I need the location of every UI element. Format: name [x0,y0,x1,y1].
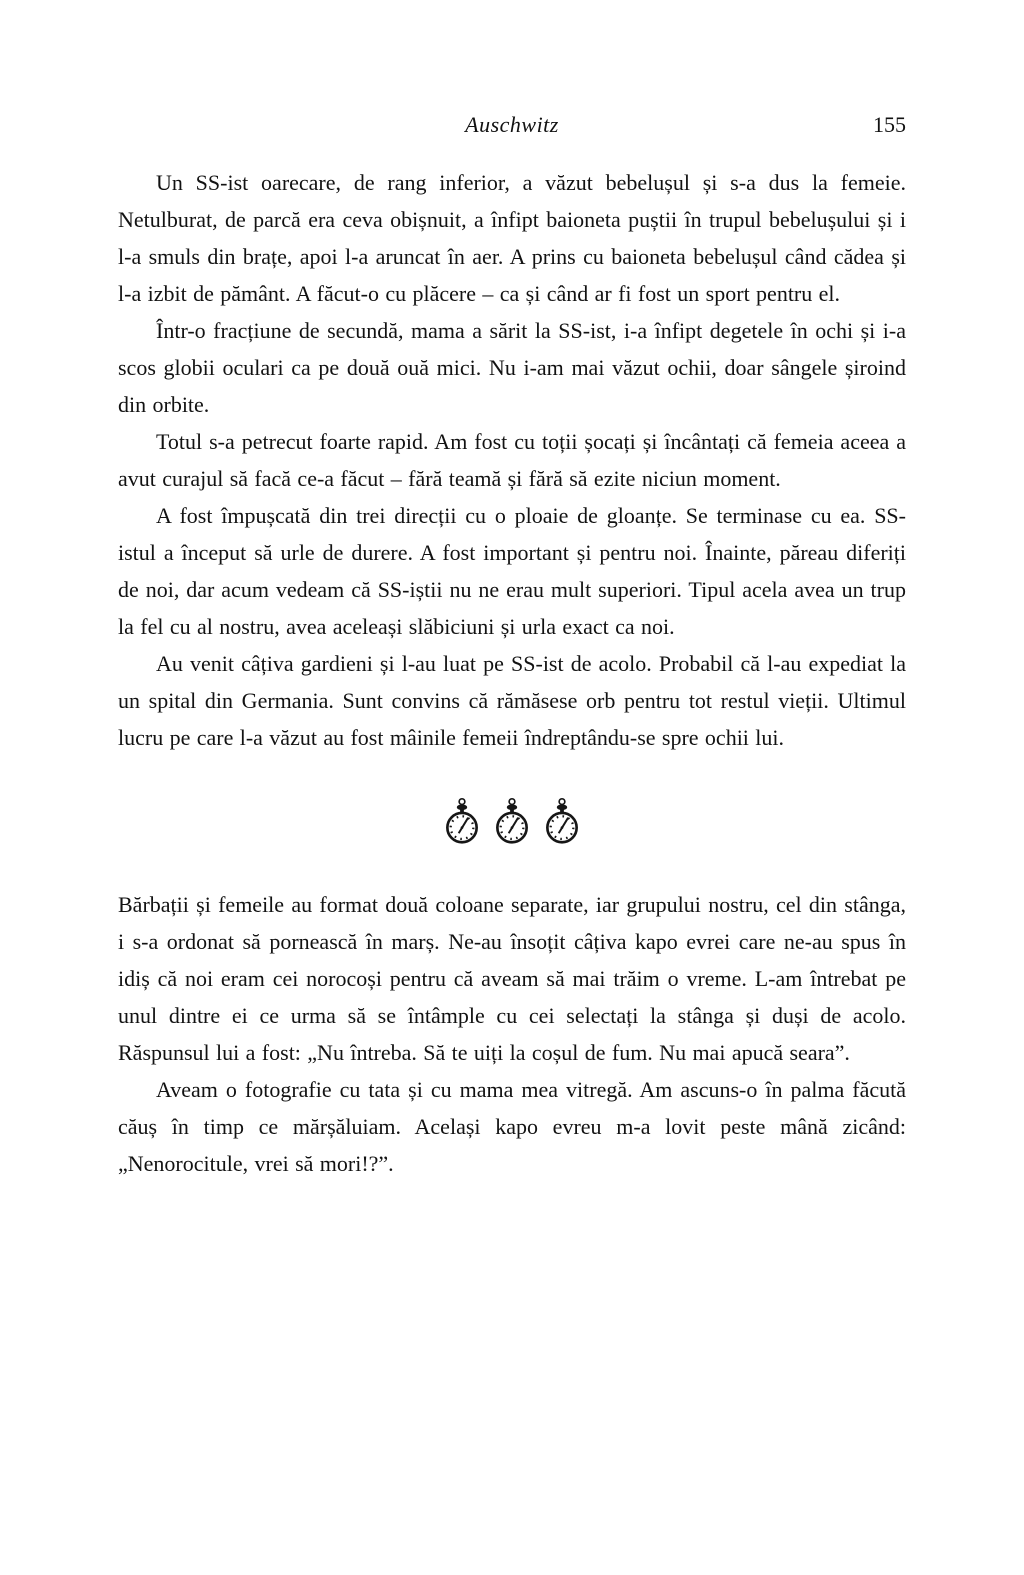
paragraph-3: Totul s-a petrecut foarte rapid. Am fost cu toții șocați și încântați că femeia aceea a avut curajul să facă ce-a făcut – fără teamă și fără să ezite niciun moment. [118,429,906,491]
page-number: 155 [873,112,906,137]
paragraph-6: Bărbații și femeile au format două coloane separate, iar grupului nostru, cel din stânga, i s-a ordonat să pornească în marș. Ne-au însoțit câțiva kapo evrei care ne-au spus în idiș că noi eram cei norocoși pentru că aveam să mai trăim o vreme. L-am întrebat pe unul dintre ei ce urma să se întâmple cu cei selectați la stânga și duși de acolo. Răspunsul lui a fost: „Nu întreba. Să te uiți la coșul de fum. Nu mai apucă seara”. [118,892,906,1065]
pocket-watch-icon [545,797,579,845]
pocket-watch-icon [495,797,529,845]
paragraph-1: Un SS-ist oarecare, de rang inferior, a văzut bebelușul și s-a dus la femeie. Netulburat, de parcă era ceva obișnuit, a înfipt baioneta puștii în trupul bebelușului și i l-a smuls din brațe, apoi l-a aruncat în aer. A prins cu baioneta bebelușul când cădea și l-a izbit de pământ. A făcut-o cu plăcere – ca și când ar fi fost un sport pentru el. [118,170,906,306]
paragraph-5: Au venit câțiva gardieni și l-au luat pe SS-ist de acolo. Probabil că l-au expediat la un spital din Germania. Sunt convins că rămăsese orb pentru tot restul vieții. Ultimul lucru pe care l-a văzut au fost mâinile femeii îndreptându-se spre ochii lui. [118,651,906,750]
paragraph-7: Aveam o fotografie cu tata și cu mama mea vitregă. Am ascuns-o în palma făcută căuș în timp ce mărșăluiam. Același kapo evreu m-a lovit peste mână zicând: „Nenorocitule, vrei să mori!?”. [118,1077,906,1176]
paragraph-2: Într-o fracțiune de secundă, mama a sărit la SS-ist, i-a înfipt degetele în ochi și i-a scos globii oculari ca pe două ouă mici. Nu i-am mai văzut ochii, doar sângele șiroind din orbite. [118,318,906,417]
running-title: Auschwitz [465,112,559,137]
paragraph-4: A fost împușcată din trei direcții cu o ploaie de gloanțe. Se terminase cu ea. SS-istul a început să urle de durere. A fost important și pentru noi. Înainte, păreau diferiți de noi, dar acum vedeam că SS-iștii nu ne erau mult superiori. Tipul acela avea un trup la fel cu al nostru, avea aceleași slăbiciuni și urla exact ca noi. [118,503,906,639]
pocket-watch-icon [445,797,479,845]
page-header [118,110,906,140]
body-text [118,164,906,1182]
section-break-ornament [118,796,906,846]
